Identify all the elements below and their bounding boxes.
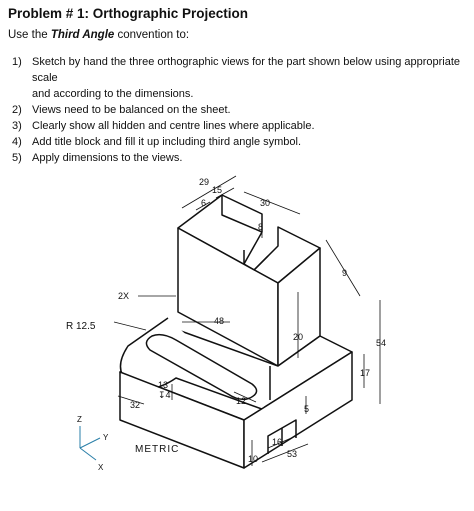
dim-2x: 2X bbox=[118, 291, 130, 301]
task-number: 3) bbox=[12, 120, 22, 132]
task-text: Clearly show all hidden and centre lines where applicable. bbox=[32, 120, 315, 132]
dim-10: 10 bbox=[248, 454, 259, 464]
dim-depth-4: ↧4 bbox=[158, 390, 171, 400]
task-text: Add title block and fill it up including third angle symbol. bbox=[32, 136, 302, 148]
dim-radius: R 12.5 bbox=[66, 321, 96, 332]
dim-13: 13 bbox=[158, 380, 169, 390]
task-item bbox=[8, 134, 466, 150]
dim-48: 48 bbox=[214, 316, 225, 326]
task-text-continued: and according to the dimensions. bbox=[32, 88, 194, 100]
part-outline bbox=[120, 195, 352, 468]
axis-x-label: X bbox=[98, 463, 104, 472]
task-item bbox=[8, 54, 466, 102]
problem-title: Problem # 1: Orthographic Projection bbox=[8, 6, 249, 21]
task-item bbox=[8, 102, 466, 118]
task-text: Apply dimensions to the views. bbox=[32, 152, 183, 164]
task-text: Sketch by hand the three orthographic views for the part shown below using appropriate scale bbox=[32, 56, 461, 84]
task-number: 2) bbox=[12, 104, 22, 116]
dim-53: 53 bbox=[287, 449, 298, 459]
intro-after: convention to: bbox=[114, 29, 190, 41]
intro-emphasis: Third Angle bbox=[50, 29, 115, 41]
dim-6: 6 bbox=[201, 198, 207, 208]
task-number: 1) bbox=[12, 56, 22, 68]
dim-12: 12 bbox=[236, 396, 247, 406]
dim-15: 15 bbox=[212, 185, 223, 195]
task-number: 4) bbox=[12, 136, 22, 148]
intro-text bbox=[8, 29, 189, 41]
dim-29: 29 bbox=[199, 177, 210, 187]
task-item bbox=[8, 118, 466, 134]
dim-17: 17 bbox=[360, 368, 371, 378]
task-text: Views need to be balanced on the sheet. bbox=[32, 104, 231, 116]
axis-z-label: Z bbox=[77, 415, 82, 424]
dim-20: 20 bbox=[293, 332, 304, 342]
dim-16: 16 bbox=[272, 437, 283, 447]
units-label: METRIC bbox=[135, 444, 180, 455]
dim-9: 9 bbox=[342, 268, 348, 278]
intro-before: Use the bbox=[8, 29, 51, 41]
axis-triad bbox=[77, 415, 109, 472]
axis-y-label: Y bbox=[103, 433, 109, 442]
isometric-drawing bbox=[0, 150, 474, 506]
dim-5: 5 bbox=[304, 404, 310, 414]
dim-32: 32 bbox=[130, 400, 141, 410]
dim-54: 54 bbox=[376, 338, 387, 348]
dim-8: 8 bbox=[258, 222, 264, 232]
task-number: 5) bbox=[12, 152, 22, 164]
dim-30: 30 bbox=[260, 198, 271, 208]
